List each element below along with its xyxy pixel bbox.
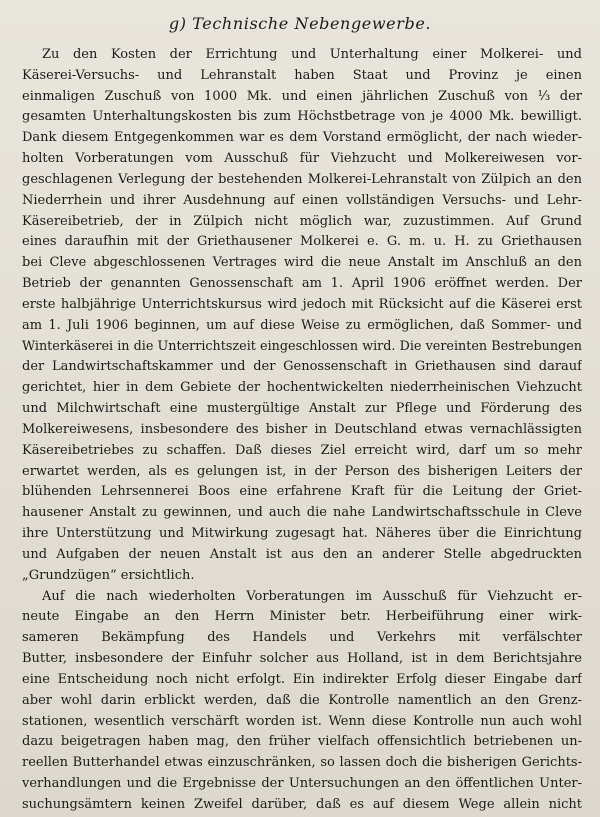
text-line: holten Vorberatungen vom Ausschuß für Viehzucht und Molkereiwesen vor- [22, 151, 582, 167]
text-line: Niederrhein und ihrer Ausdehnung auf einen vollständigen Versuchs- und Lehr- [22, 192, 582, 208]
body-text [22, 45, 582, 816]
text-line: reellen Butterhandel etwas einzuschränken, so lassen doch die bisherigen Gerichts- [22, 755, 582, 771]
text-line: Käserei-Versuchs- und Lehranstalt haben Staat und Provinz je einen [22, 67, 582, 83]
section-heading: g) Technische Nebengewerbe. [168, 14, 432, 33]
text-line: Käsereibetrieb, der in Zülpich nicht möglich war, zuzustimmen. Auf Grund [22, 213, 582, 229]
text-line: Butter, insbesondere der Einfuhr solcher aus Holland, ist in dem Berichtsjahre [22, 651, 582, 667]
text-line: Zu den Kosten der Errichtung und Unterhaltung einer Molkerei- und [42, 47, 582, 62]
text-line: Winterkäserei in die Unterrichtszeit eingeschlossen wird. Die vereinten Bestrebungen [22, 338, 582, 354]
text-line: neute Eingabe an den Herrn Minister betr. Herbeiführung einer wirk- [22, 609, 582, 625]
text-line: sameren Bekämpfung des Handels und Verkehrs mit verfälschter [22, 630, 582, 646]
text-line: eines daraufhin mit der Griethausener Molkerei e. G. m. u. H. zu Griethausen [22, 234, 582, 250]
text-line: Betrieb der genannten Genossenschaft am 1. April 1906 eröffnet werden. Der [22, 276, 582, 292]
text-line: Käsereibetriebes zu schaffen. Daß dieses Ziel erreicht wird, darf um so mehr [22, 442, 582, 458]
text-line: einmaligen Zuschuß von 1000 Mk. und einen jährlichen Zuschuß von ⅓ der [22, 88, 582, 104]
text-line: blühenden Lehrsennerei Boos eine erfahrene Kraft für die Leitung der Griet- [22, 484, 582, 500]
text-line: Dank diesem Entgegenkommen war es dem Vorstand ermöglicht, der nach wieder- [22, 130, 582, 146]
text-line: Molkereiwesens, insbesondere des bisher in Deutschland etwas vernachlässigten [22, 421, 582, 437]
text-line: erste halbjährige Unterrichtskursus wird jedoch mit Rücksicht auf die Käserei erst [22, 296, 582, 312]
text-line: gerichtet, hier in dem Gebiete der hochentwickelten niederrheinischen Viehzucht [22, 380, 582, 396]
text-line: Auf die nach wiederholten Vorberatungen im Ausschuß für Viehzucht er- [42, 588, 582, 604]
text-line: erwartet werden, als es gelungen ist, in der Person des bisherigen Leiters der [22, 463, 582, 479]
text-line: gesamten Unterhaltungskosten bis zum Höchstbetrage von je 4000 Mk. bewilligt. [22, 109, 582, 125]
text-line: „Grundzügen“ ersichtlich. [22, 567, 195, 583]
text-line: suchungsämtern keinen Zweifel darüber, daß es auf diesem Wege allein nicht [22, 796, 582, 812]
text-line: aber wohl darin erblickt werden, daß die Kontrolle namentlich an den Grenz- [22, 692, 582, 708]
text-line: der Landwirtschaftskammer und der Genossenschaft in Griethausen sind darauf [22, 359, 582, 375]
text-line: und Aufgaben der neuen Anstalt ist aus den an anderer Stelle abgedruckten [22, 546, 582, 562]
text-line: eine Entscheidung noch nicht erfolgt. Ein indirekter Erfolg dieser Eingabe darf [22, 671, 582, 687]
text-line: bei Cleve abgeschlossenen Vertrages wird die neue Anstalt im Anschluß an den [22, 255, 582, 271]
text-line: und Milchwirtschaft eine mustergültige Anstalt zur Pflege und Förderung des [22, 401, 582, 417]
text-line: dazu beigetragen haben mag, den früher vielfach offensichtlich betriebenen un- [22, 734, 582, 750]
text-line: stationen, wesentlich verschärft worden ist. Wenn diese Kontrolle nun auch wohl [22, 713, 582, 729]
text-line: am 1. Juli 1906 beginnen, um auf diese Weise zu ermöglichen, daß Sommer- und [22, 317, 582, 333]
text-line: hausener Anstalt zu gewinnen, und auch die nahe Landwirtschaftsschule in Cleve [22, 505, 582, 521]
text-line: geschlagenen Verlegung der bestehenden Molkerei-Lehranstalt von Zülpich an den [22, 171, 582, 187]
text-line: verhandlungen und die Ergebnisse der Untersuchungen an den öffentlichen Unter- [22, 775, 582, 791]
text-line: ihre Unterstützung und Mitwirkung zugesagt hat. Näheres über die Einrichtung [22, 526, 582, 542]
